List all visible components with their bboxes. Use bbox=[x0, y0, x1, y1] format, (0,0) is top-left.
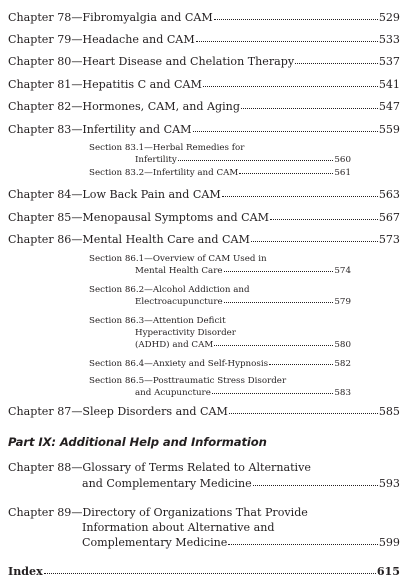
toc-entry-line: Section 86.2—Alcohol Addiction and bbox=[89, 285, 250, 295]
toc-entry-section-86-4[interactable] bbox=[89, 360, 351, 369]
toc-entry-chapter-89[interactable] bbox=[8, 537, 400, 548]
dot-leader bbox=[251, 241, 378, 242]
toc-page-number: 573 bbox=[378, 233, 400, 246]
toc-entry-line: Section 86.5—Posttraumatic Stress Disorder bbox=[89, 376, 287, 386]
toc-entry-section-86-1[interactable] bbox=[89, 267, 351, 276]
toc-page-number: 541 bbox=[378, 78, 400, 91]
dot-leader bbox=[224, 271, 334, 272]
dot-leader bbox=[229, 413, 378, 414]
toc-entry-title: Section 83.2—Infertility and CAM bbox=[89, 168, 239, 178]
toc-entry-chapter-84[interactable] bbox=[8, 189, 400, 200]
toc-page-number: 559 bbox=[378, 123, 400, 136]
toc-entry-title: Infertility bbox=[135, 155, 177, 165]
toc-entry-line: Information about Alternative and bbox=[82, 521, 275, 534]
toc-page-number: 599 bbox=[378, 536, 400, 549]
toc-entry-title: Chapter 83—Infertility and CAM bbox=[8, 123, 192, 136]
dot-leader bbox=[269, 364, 333, 365]
toc-entry-title: Chapter 78—Fibromyalgia and CAM bbox=[8, 11, 213, 24]
toc-entry-title: Index bbox=[8, 565, 43, 578]
toc-entry-title: and Complementary Medicine bbox=[82, 477, 252, 490]
toc-entry-line: Chapter 88—Glossary of Terms Related to Alternative bbox=[8, 461, 311, 474]
dot-leader bbox=[214, 19, 378, 20]
toc-page-number: 579 bbox=[334, 297, 351, 307]
toc-page-number: 560 bbox=[334, 155, 351, 165]
dot-leader bbox=[239, 173, 333, 174]
toc-entry-line: Chapter 89—Directory of Organizations That Provide bbox=[8, 506, 308, 519]
dot-leader bbox=[214, 345, 333, 346]
toc-entry-title: (ADHD) and CAM bbox=[135, 340, 214, 350]
dot-leader bbox=[222, 196, 378, 197]
toc-page-number: 580 bbox=[334, 340, 351, 350]
toc-page-number: 583 bbox=[334, 388, 351, 398]
toc-entry-section-86-3[interactable] bbox=[89, 341, 351, 350]
dot-leader bbox=[44, 573, 376, 574]
dot-leader bbox=[270, 219, 378, 220]
toc-page-number: 561 bbox=[334, 168, 351, 178]
toc-entry-chapter-85[interactable] bbox=[8, 212, 400, 223]
toc-entry-line: Hyperactivity Disorder bbox=[135, 328, 236, 338]
toc-entry-chapter-87[interactable] bbox=[8, 406, 400, 417]
toc-entry-title: Complementary Medicine bbox=[82, 536, 228, 549]
toc-entry-line: Section 86.1—Overview of CAM Used in bbox=[89, 254, 267, 264]
part-heading[interactable]: Part IX: Additional Help and Information bbox=[8, 435, 267, 449]
toc-entry-chapter-86[interactable] bbox=[8, 234, 400, 245]
toc-entry-chapter-82[interactable] bbox=[8, 101, 400, 112]
toc-page-number: 537 bbox=[378, 55, 400, 68]
toc-entry-section-86-2[interactable] bbox=[89, 298, 351, 307]
toc-entry-section-86-5[interactable] bbox=[89, 389, 351, 398]
toc-entry-title: Chapter 84—Low Back Pain and CAM bbox=[8, 188, 221, 201]
toc-page-number: 582 bbox=[334, 359, 351, 369]
toc-page-number: 615 bbox=[376, 565, 400, 578]
toc-entry-section-83-1[interactable] bbox=[89, 156, 351, 165]
toc-entry-section-83-2[interactable] bbox=[89, 169, 351, 178]
toc-entry-title: Mental Health Care bbox=[135, 266, 223, 276]
toc-page-number: 585 bbox=[378, 405, 400, 418]
dot-leader bbox=[253, 485, 378, 486]
toc-entry-title: Electroacupuncture bbox=[135, 297, 223, 307]
toc-entry-chapter-78[interactable] bbox=[8, 12, 400, 23]
toc-entry-title: Chapter 80—Heart Disease and Chelation Therapy bbox=[8, 55, 295, 68]
toc-entry-title: Chapter 87—Sleep Disorders and CAM bbox=[8, 405, 228, 418]
toc-entry-title: Chapter 79—Headache and CAM bbox=[8, 33, 195, 46]
toc-page-number: 533 bbox=[378, 33, 400, 46]
dot-leader bbox=[228, 544, 377, 545]
toc-page-number: 567 bbox=[378, 211, 400, 224]
toc-entry-line: Section 86.3—Attention Deficit bbox=[89, 316, 226, 326]
dot-leader bbox=[178, 160, 334, 161]
toc-entry-line: Section 83.1—Herbal Remedies for bbox=[89, 143, 245, 153]
toc-entry-title: Chapter 86—Mental Health Care and CAM bbox=[8, 233, 250, 246]
toc-entry-chapter-88[interactable] bbox=[8, 478, 400, 489]
dot-leader bbox=[224, 302, 334, 303]
toc-page-number: 574 bbox=[334, 266, 351, 276]
toc-entry-chapter-80[interactable] bbox=[8, 56, 400, 67]
dot-leader bbox=[295, 63, 378, 64]
toc-page-number: 563 bbox=[378, 188, 400, 201]
toc-entry-chapter-83[interactable] bbox=[8, 124, 400, 135]
toc-entry-title: Chapter 82—Hormones, CAM, and Aging bbox=[8, 100, 240, 113]
dot-leader bbox=[196, 41, 378, 42]
dot-leader bbox=[203, 86, 378, 87]
toc-page-number: 529 bbox=[378, 11, 400, 24]
toc-entry-title: Chapter 85—Menopausal Symptoms and CAM bbox=[8, 211, 270, 224]
toc-page-number: 593 bbox=[378, 477, 400, 490]
toc-entry-title: Section 86.4—Anxiety and Self-Hypnosis bbox=[89, 359, 269, 369]
toc-entry-chapter-79[interactable] bbox=[8, 34, 400, 45]
toc-page-number: 547 bbox=[378, 100, 400, 113]
dot-leader bbox=[212, 393, 334, 394]
toc-entry-index[interactable] bbox=[8, 566, 400, 577]
dot-leader bbox=[193, 131, 378, 132]
toc-entry-chapter-81[interactable] bbox=[8, 79, 400, 90]
toc-entry-title: and Acupuncture bbox=[135, 388, 211, 398]
toc-entry-title: Chapter 81—Hepatitis C and CAM bbox=[8, 78, 202, 91]
dot-leader bbox=[241, 108, 378, 109]
